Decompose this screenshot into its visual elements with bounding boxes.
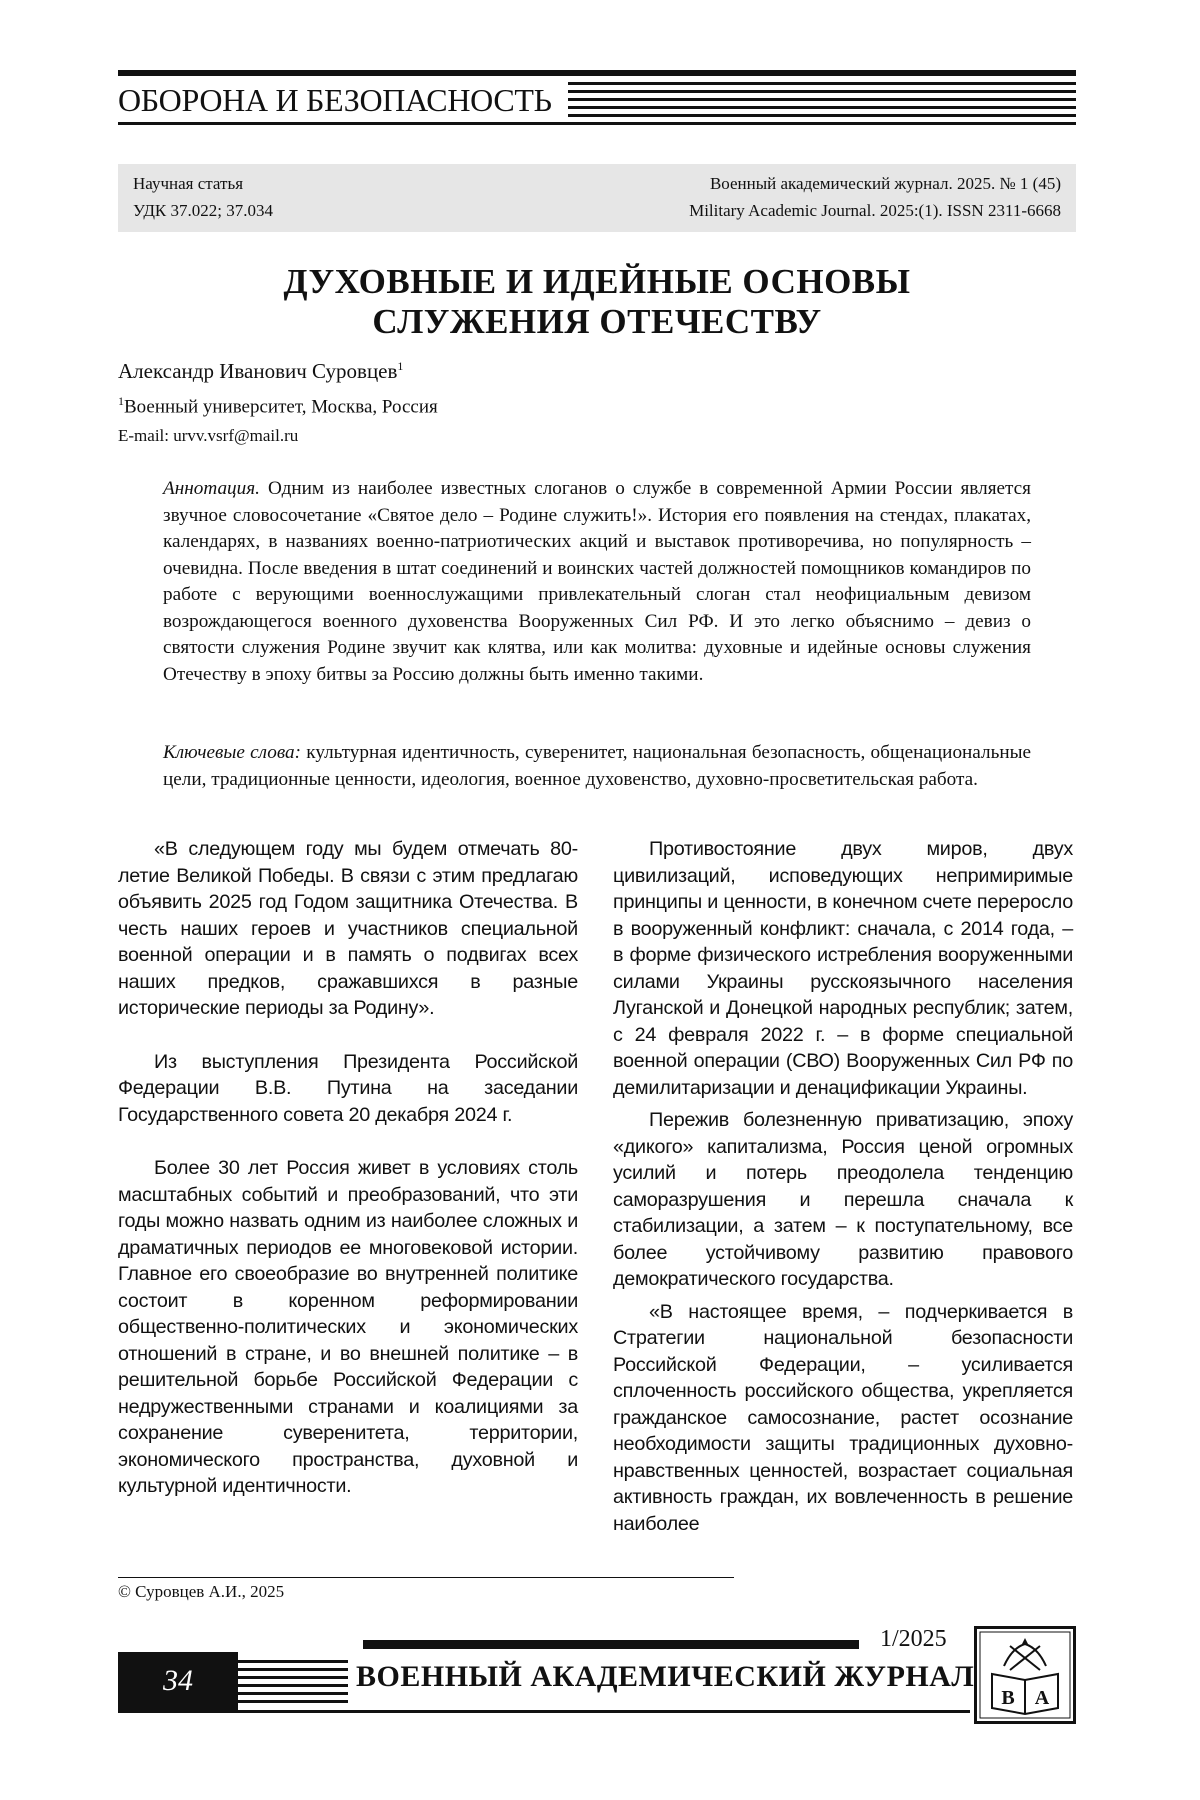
body-column-left [118, 836, 578, 1500]
author-name-text: Александр Иванович Суровцев [118, 359, 398, 383]
journal-citation-en: Military Academic Journal. 2025:(1). ISSN 2311-6668 [689, 201, 1061, 220]
body-paragraph: Пережив болезненную приватизацию, эпоху «дикого» капитализма, Россия ценой огромных усилий и потерь преодолела тенденцию саморазрушения и перешла сначала к стабилизации, а затем – к поступательному, все более устойчивому развитию правового демократического государства. [613, 1109, 1073, 1290]
abstract [163, 476, 1031, 688]
article-meta-box [118, 164, 1076, 232]
udc-code: УДК 37.022; 37.034 [133, 201, 273, 220]
footer-rule-lines [238, 1652, 348, 1710]
abstract-label: Аннотация. [163, 478, 260, 499]
book-emblem-icon [974, 1626, 1076, 1724]
body-paragraph: Более 30 лет Россия живет в условиях столь масштабных событий и преобразований, что эти годы можно назвать одним из наиболее сложных и драматичных периодов ее многовековой истории. Главное его своеобразие во внутренней политике состоит в коренном реформировании общественно-политических и экономических отношений в стране, и во внешней политике – в решительной борьбе Российской Федерации с недружественными странами и коалициями за сохранение суверенитета, территории, экономического пространства, духовной и культурной идентичности. [118, 1157, 578, 1497]
author-email[interactable]: E-mail: urvv.vsrf@mail.ru [118, 426, 299, 445]
section-header [118, 70, 1076, 125]
footer-bottom-rule [118, 1710, 970, 1713]
abstract-text: Одним из наиболее известных слоганов о службе в современной Армии России является звучное словосочетание «Святое дело – Родине служить!». История его появления на стендах, плакатах, календарях, в названиях военно-патриотических акций и выставок противоречива, но популярность – очевидна. После введения в штат соединений и воинских частей должностей помощников командиров по работе с верующими военнослужащими привлекательный слоган стал неофициальным девизом возрождающегося военного духовенства Вооруженных Сил РФ. И это легко объяснимо – девиз о святости служения Родине звучит как клятва, или как молитва: духовные и идейные основы служения Отечеству в эпоху битвы за Россию должны быть именно такими. [163, 478, 1031, 685]
epigraph-quote: «В следующем году мы будем отмечать 80-летие Великой Победы. В связи с этим предлагаю объявить 2025 год Годом защитника Отечества. В честь наших героев и участников специальной военной операции и в память о подвигах всех наших предков, сражавшихся в разные исторические периоды за Родину». [118, 838, 578, 1019]
author-name [118, 359, 403, 384]
title-line-2: СЛУЖЕНИЯ ОТЕЧЕСТВУ [372, 302, 822, 341]
affiliation-text: Военный университет, Москва, Россия [124, 396, 438, 418]
title-line-1: ДУХОВНЫЕ И ИДЕЙНЫЕ ОСНОВЫ [283, 262, 911, 301]
author-affiliation [118, 394, 438, 418]
body-paragraph: Противостояние двух миров, двух цивилизаций, исповедующих непримиримые принципы и ценности, в конечном счете переросло в вооруженный конфликт: сначала, с 2014 года, – в форме физического истребления вооруженными силами Украины русскоязычного населения Луганской и Донецкой народных республик; затем, с 24 февраля 2022 г. – в форме специальной военной операции (СВО) Вооруженных Сил РФ по демилитаризации и денацификации Украины. [613, 838, 1073, 1099]
keywords-label: Ключевые слова: [163, 742, 302, 763]
footnote-divider [118, 1577, 734, 1578]
journal-name: ВОЕННЫЙ АКАДЕМИЧЕСКИЙ ЖУРНАЛ [356, 1660, 975, 1693]
section-title: ОБОРОНА И БЕЗОПАСНОСТЬ [118, 82, 556, 118]
keywords-text: культурная идентичность, суверенитет, национальная безопасность, общенациональные цели, традиционные ценности, идеология, военное духовенство, духовно-просветительская работа. [163, 742, 1031, 790]
body-paragraph: «В настоящее время, – подчеркивается в Стратегии национальной безопасности Российской Федерации, – усиливается сплоченность российского общества, укрепляется гражданское самосознание, растет осознание необходимости защиты традиционных духовно-нравственных ценностей, возрастает социальная активность граждан, их вовлеченность в решение наиболее [613, 1300, 1073, 1535]
article-type: Научная статья [133, 174, 244, 193]
epigraph-source: Из выступления Президента Российской Федерации В.В. Путина на заседании Государственного совета 20 декабря 2024 г. [118, 1050, 578, 1126]
copyright-note: © Суровцев А.И., 2025 [118, 1582, 285, 1601]
keywords [163, 740, 1031, 793]
affiliation-mark: 1 [118, 394, 124, 408]
body-column-right [613, 836, 1073, 1537]
issue-bar [363, 1640, 859, 1649]
article-title [118, 262, 1076, 342]
issue-label: 1/2025 [880, 1626, 947, 1652]
author-affiliation-mark: 1 [397, 359, 404, 373]
logo-letter-right: А [1034, 1687, 1050, 1709]
page-number: 34 [118, 1652, 238, 1710]
logo-letter-left: В [1001, 1687, 1015, 1709]
journal-citation-ru: Военный академический журнал. 2025. № 1 (45) [709, 174, 1061, 193]
